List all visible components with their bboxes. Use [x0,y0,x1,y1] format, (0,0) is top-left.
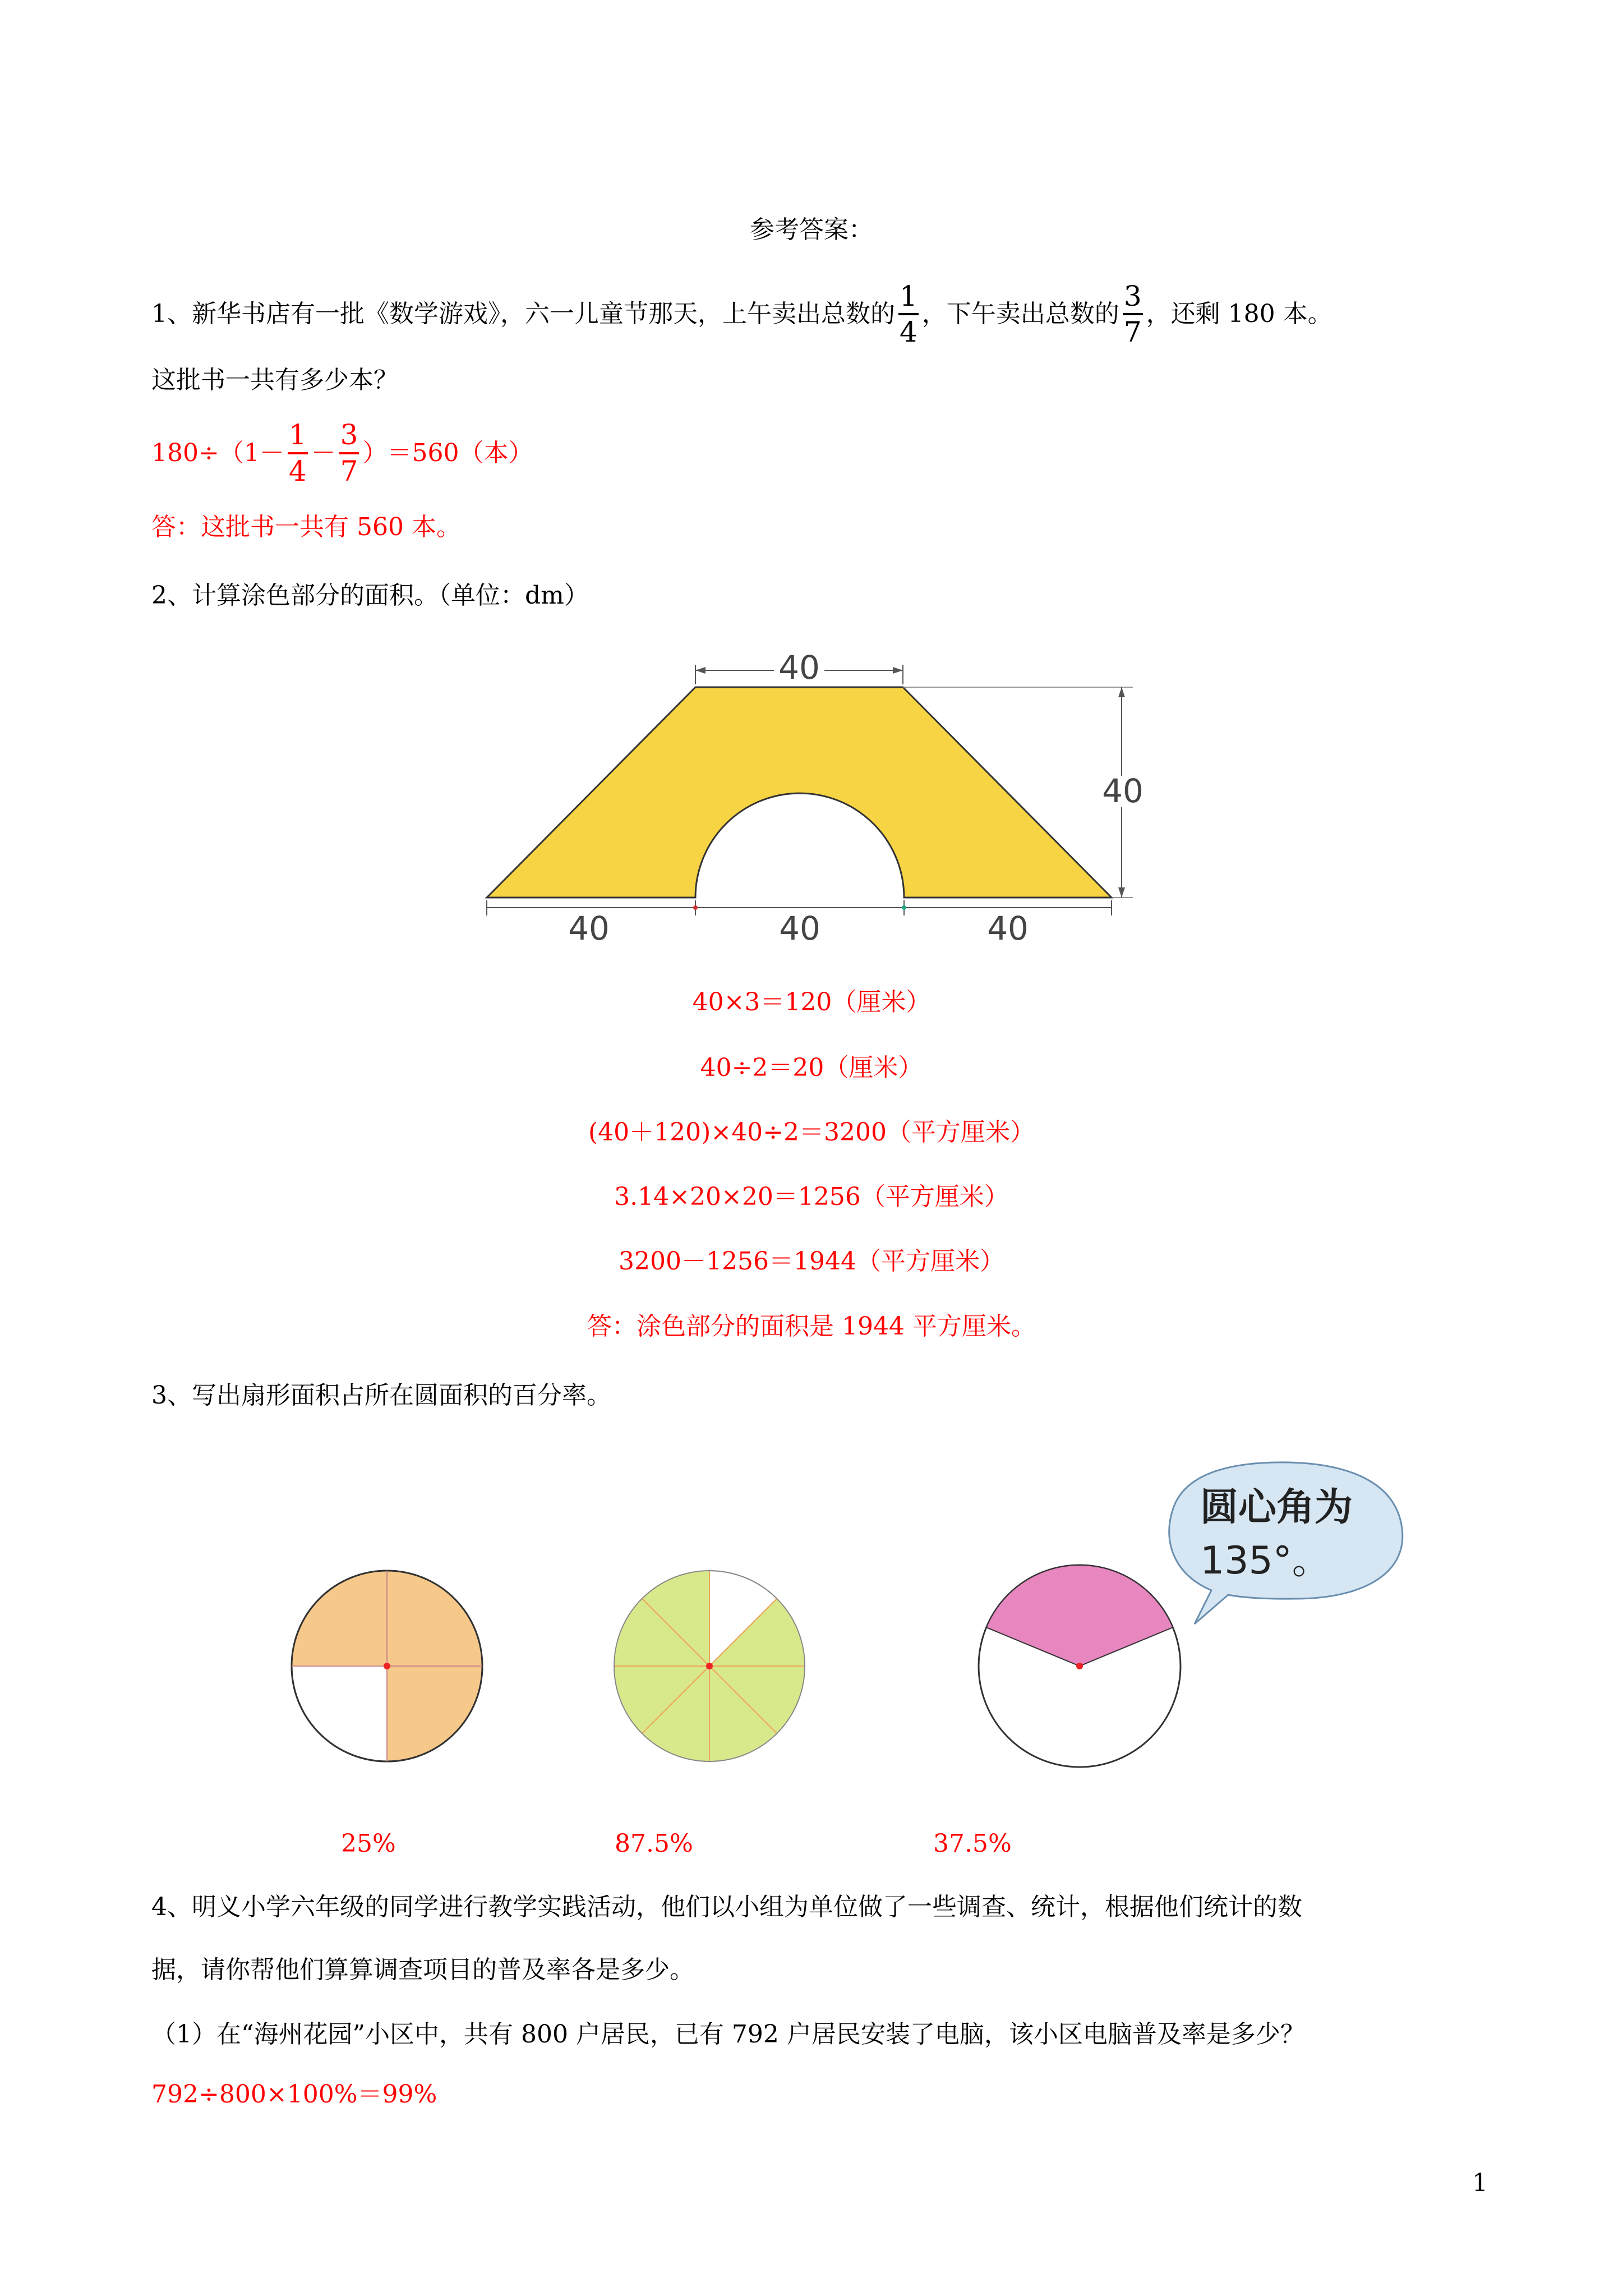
shaded-trapezoid [487,687,1112,898]
q1-frac2-num: 3 [1123,279,1142,312]
dim-right: 40 [1102,772,1144,810]
q4-sub1: （1）在“海州花园”小区中，共有 800 户居民，已有 792 户居民安装了电脑，该小区电脑普及率是多少？ [151,2020,1305,2049]
q1-calc-frac1-den: 4 [288,454,307,487]
circle-quarters [286,1565,488,1767]
q2-question: 2、计算涂色部分的面积。（单位：dm） [151,581,589,610]
circle-eighths [608,1565,810,1767]
q1-text [151,280,1332,348]
bubble-line2: 135°。 [1200,1539,1330,1583]
q2-step-4: 3.14×20×20＝1256（平方厘米） [614,1182,1009,1211]
q1-line2: 这批书一共有多少本？ [151,366,398,394]
q3-answer-3: 37.5% [933,1829,1012,1858]
q1-calc-fraction-1 [288,420,308,486]
q1-frac1-den: 4 [900,316,917,348]
q3-question: 3、写出扇形面积占所在圆面积的百分率。 [151,1381,611,1410]
q1-calc-fraction-2 [339,420,359,486]
q1-part2: ，下午卖出总数的 [921,300,1119,328]
q1-calc-frac2-den: 7 [340,454,358,487]
q1-part3: ，还剩 180 本。 [1146,300,1332,328]
q4-line2: 据，请你帮他们算算调查项目的普及率各是多少。 [151,1955,694,1984]
q1-calc-frac2-num: 3 [340,418,358,451]
q1-calculation [151,418,533,488]
dim-bottom-left: 40 [568,909,610,947]
page-title: 参考答案： [750,215,873,244]
q1-answer: 答：这批书一共有 560 本。 [151,513,461,541]
q2-step-1: 40×3＝120（厘米） [692,988,931,1016]
q4-line1: 4、明义小学六年级的同学进行教学实践活动，他们以小组为单位做了一些调查、统计，根据他们统计的数 [151,1893,1302,1921]
q1-calc-a: 180÷（1－ [151,438,284,467]
q3-answer-2: 87.5% [615,1829,693,1858]
q2-step-5: 3200－1256＝1944（平方厘米） [619,1247,1004,1276]
page-number: 1 [1472,2169,1488,2197]
q4-sub1-answer: 792÷800×100%＝99% [151,2080,437,2109]
q2-step-2: 40÷2＝20（厘米） [700,1053,923,1082]
trapezoid-diagram [471,639,1166,954]
q1-frac2-den: 7 [1123,316,1142,348]
q2-answer: 答：涂色部分的面积是 1944 平方厘米。 [587,1312,1036,1341]
q1-calc-frac1-num: 1 [288,418,307,451]
speech-bubble [1150,1456,1419,1646]
q1-frac1-num: 1 [900,279,917,312]
q2-step-3: (40＋120)×40÷2＝3200（平方厘米） [588,1118,1035,1147]
q1-calc-b: ）＝560（本） [362,438,533,467]
dim-bottom-right: 40 [987,909,1029,947]
q1-fraction-1 [898,279,919,348]
dim-top: 40 [778,648,820,687]
bubble-line1: 圆心角为 [1200,1485,1353,1530]
q3-answer-1: 25% [341,1829,396,1858]
q1-calc-minus: － [311,438,336,467]
q1-part1: 1、新华书店有一批《数学游戏》，六一儿童节那天，上午卖出总数的 [151,300,895,328]
q1-fraction-2 [1123,279,1143,348]
dim-bottom-mid: 40 [779,909,820,947]
